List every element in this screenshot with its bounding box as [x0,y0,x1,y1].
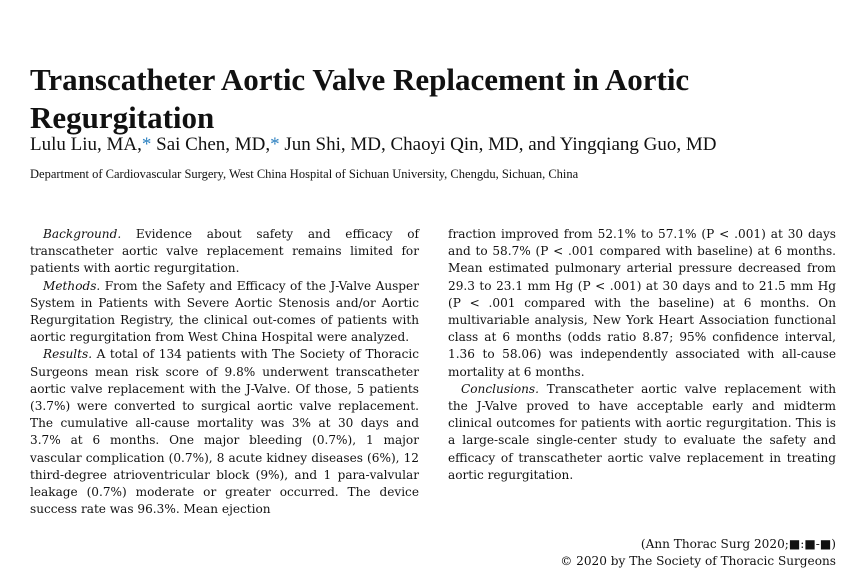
methods-text: From the Safety and Efficacy of the J-Valve Ausper System in Patients with Severe Aortic Stenosis and/or Aortic Regurgitation Registry, the clinical out-comes of patients with aortic regurgitation from West China Hospital were analyzed. [30,278,419,345]
author-2: Sai Chen, MD, [156,134,271,155]
abstract-methods [30,278,419,347]
author-3-5: Jun Shi, MD, Chaoyi Qin, MD, and Yingqiang Guo, MD [284,134,717,155]
author-1: Lulu Liu, MA, [30,134,142,155]
conclusions-text: Transcatheter aortic valve replacement with the J-Valve proved to have acceptable early and midterm clinical outcomes for patients with aortic regurgitation. This is a large-scale single-center study to evaluate the safety and efficacy of transcatheter aortic valve replacement in treating aortic regurgitation. [448,381,836,482]
affiliation: Department of Cardiovascular Surgery, West China Hospital of Sichuan University, Chengdu, Sichuan, China [30,167,579,181]
conclusions-label: Conclusions. [461,381,539,396]
abstract-results-continued [448,226,836,381]
background-text: Evidence about safety and efficacy of transcatheter aortic valve replacement remains limited for patients with aortic regurgitation. [30,227,419,276]
abstract-results [30,346,419,518]
background-label: Background. [43,227,122,241]
article-title: Transcatheter Aortic Valve Replacement in Aortic Regurgitation [30,61,690,135]
results-text-right: fraction improved from 52.1% to 57.1% (P < .001) at 30 days and to 58.7% (P < .001 compared with baseline) at 6 months. Mean estimated pulmonary arterial pressure decreased from 29.3 to 23.1 mm Hg (P < .001) at 30 days and to 21.5 mm Hg (P < .001 compared with the baseline) at 6 months. On multivariable analysis, New York Heart Association functional class at 6 months (odds ratio 8.87; 95% confidence interval, 1.36 to 58.06) was independently associated with all-cause mortality at 6 months. [448,227,836,379]
abstract-column-right [448,226,836,484]
journal-citation: (Ann Thorac Surg 2020;■:■-■) [640,537,836,551]
abstract-background [30,226,419,278]
citation-block [448,536,836,571]
methods-label: Methods. [43,278,101,293]
results-label: Results. [43,347,93,362]
copyright-line: © 2020 by The Society of Thoracic Surgeons [560,554,836,569]
equal-contribution-mark: * [270,134,280,155]
abstract-column-left [30,226,419,518]
author-list [30,133,860,157]
equal-contribution-mark: * [141,134,152,155]
results-text-left: A total of 134 patients with The Society of Thoracic Surgeons mean risk score of 9.8% underwent transcatheter aortic valve replacement with the J-Valve. Of those, 5 patients (3.7%) were converted to surgical aortic valve replacement. The cumulative all-cause mortality was 3% at 30 days and 3.7% at 6 months. One major bleeding (0.7%), 1 major vascular complication (0.7%), 8 acute kidney diseases (6%), 12 third-degree atrioventricular block (9%), and 1 para-valvular leakage (0.7%) moderate or greater occurred. The device success rate was 96.3%. Mean ejection [30,347,419,517]
abstract-conclusions [448,381,836,484]
